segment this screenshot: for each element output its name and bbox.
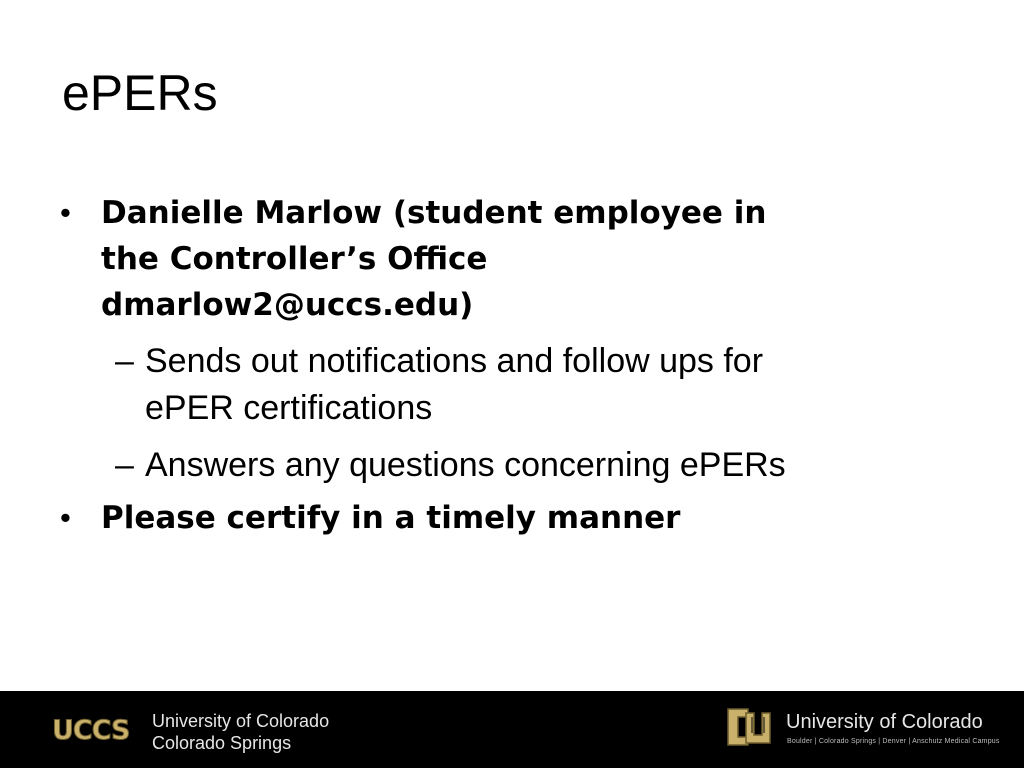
bullet-line: the Controller’s Office [101, 241, 488, 277]
cu-name: University of Colorado [786, 711, 983, 733]
uccs-name [152, 710, 329, 754]
bullet-line: Danielle Marlow (student employee in [101, 195, 767, 231]
sub-bullet-line: ePER certifications [145, 389, 433, 427]
sub-bullet-line: Sends out notifications and follow ups for [145, 342, 764, 380]
sub-bullet-marker: – [115, 342, 134, 380]
bullet-line: Please certify in a timely manner [101, 500, 681, 536]
bullet-item [58, 495, 958, 541]
sub-bullet-line: Answers any questions concerning ePERs [145, 446, 786, 484]
uccs-logo: UCCS [52, 715, 130, 746]
footer-bar [0, 691, 1024, 768]
cu-campuses: Boulder | Colorado Springs | Denver | Anschutz Medical Campus [787, 738, 1000, 745]
sub-bullet-marker: – [115, 446, 134, 484]
slide-content [58, 190, 958, 541]
bullet-item [58, 190, 958, 328]
cu-logo-icon [724, 703, 774, 751]
bullet-marker: • [60, 195, 71, 230]
email-address: dmarlow2@uccs.edu) [101, 287, 474, 323]
sub-bullet-item [58, 338, 958, 432]
uccs-name-line: University of Colorado [152, 711, 330, 731]
sub-bullet-item [58, 442, 958, 489]
uccs-name-line: Colorado Springs [152, 733, 292, 753]
slide-title: ePERs [62, 65, 218, 121]
bullet-marker: • [60, 500, 71, 535]
